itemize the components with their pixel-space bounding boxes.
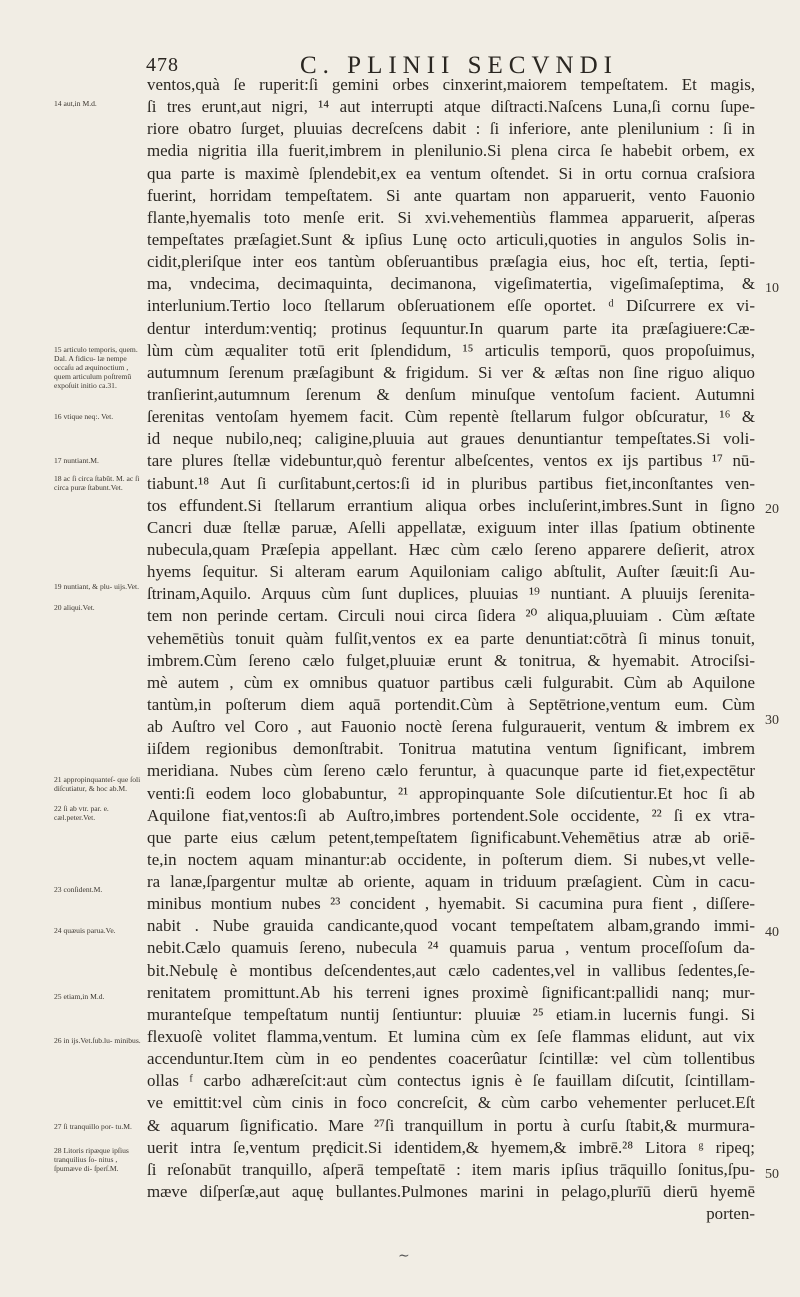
text-line: venti:ſi eodem loco globabuntur, ²¹ appropinquante Sole diſcutientur.Et hoc ſi ab [147,783,755,803]
text-line: ſtrinam,Aquilo. Arquus cùm ſunt duplices, pluuias ¹⁹ nuntiant. A pluuijs ſerenita- [147,584,755,604]
page-number: 478 [146,54,179,76]
text-line: tos effundent.Si ſtellarum errantium aliqua orbes incluſerint,imbres.Sunt in ſigno [147,495,755,515]
text-line: nabit . Nube grauida candicante,quod vocant tempeſtatem albam,grando immi- [147,916,755,936]
text-line: ve emittit:vel cùm cinis in foco concreſcit, & cùm carbo vehementer perlucet.Eſt [147,1093,755,1113]
text-line: accenduntur.Item cùm in eo pendentes coacerûatur ſcintillæ: vel cùm tollentibus [147,1049,755,1069]
text-line: Cancri duæ ſtellæ paruæ, Aſelli appellatæ, exiguum inter illas ſpatium obtinente [147,517,755,537]
text-line: tem non perinde certam. Circuli noui circa ſidera ²⁰ aliqua,pluuiam . Cùm æſtate [147,606,755,626]
text-line: Aquilone fiat,ventos:ſi ab Auſtro,imbres portendent.Sole occidente, ²² ſi ex vtra- [147,805,755,825]
marginal-note: 17 nuntiant.M. [54,456,99,465]
marginal-note: 26 in ijs.Vet.ſub.lu- minibus. [54,1036,141,1045]
marginal-note: 25 etiam,in M.d. [54,992,105,1001]
text-line: nubecula,quam Præſepia appellant. Hæc cùm cælo ſereno apparere deſierit, atrox [147,539,755,559]
text-line: tiabunt.¹⁸ Aut ſi curſitabunt,certos:ſi id in pluribus partibus fiet,inconſtantes ven- [147,473,755,493]
marginal-note: 28 Litoris ripæque ipſius tranquilius ſo- nitus , ſpumæve di- ſperſ.M. [54,1146,129,1173]
text-line: iiſdem regionibus demonſtrabit. Tonitrua matutina ventum ſignificant, imbrem [147,739,755,759]
line-number: 20 [765,502,779,517]
marginal-note: 20 aliqui.Vet. [54,603,95,612]
marginal-note: 16 vtique neq:. Vet. [54,412,114,421]
text-line: ſi tres erunt,aut nigri, ¹⁴ aut interrupti atque diſtracti.Naſcens Luna,ſi cornu ſupe- [147,97,755,117]
text-line: tempeſtates præſagiet.Sunt & ipſius Lunę octo articuli,quoties in angulos Solis in- [147,229,755,249]
text-line: vehemētiùs tonuit quàm fulſit,ventos ex ea parte denuntiat:cōtrà ſi minus tonuit, [147,628,755,648]
catchword: porten- [706,1204,755,1224]
line-number: 30 [765,713,779,728]
marginal-note: 14 aut,in M.d. [54,99,97,108]
text-line: riore obatro ſurget, pluuias decreſcens dabit : ſi inferiore, ante plenilunium : ſi in [147,119,755,139]
text-line: uerit intra ſe,ventum prędicit.Si identidem,& hyemem,& imbrē.²⁸ Litora ᵍ ripeq; [147,1137,755,1157]
text-line: ventos,quà ſe ruperit:ſi gemini orbes cinxerint,maiorem tempeſtatem. Et magis, [147,75,755,94]
text-line: ma, vndecima, decimaquinta, decimanona, vigeſimatertia, vigeſimaſeptima, & [147,274,755,294]
text-line: & aquarum ſignificatio. Mare ²⁷ſi tranquillum in portu à curſu ſtabit,& murmura- [147,1115,755,1135]
marginal-note: 23 conſident.M. [54,885,103,894]
text-line: ollas ᶠ carbo adhæreſcit:aut cùm contectus ignis è ſe fauillam diſcutit, ſcintillam- [147,1071,755,1091]
text-line: mæve diſperſæ,aut aquę bullantes.Pulmones marini in pelago,plurīū dierū hyemē [147,1182,755,1202]
text-line: meridiana. Nubes cùm ſereno cælo feruntur, à quacunque parte id fiet,expectētur [147,761,755,781]
text-line: qua parte is maximè ſplendebit,ex ea ventum oſtendet. Si in ortu cornua craſsiora [147,163,755,183]
text-line: minibus montium nubes ²³ concident , hyemabit. Si cacumina pura fient , diſſere- [147,894,755,914]
text-line: lùm cùm æqualiter totū erit ſplendidum, ¹⁵ articulis temporū, quos propoſuimus, [147,340,755,360]
ink-mark: ∼ [398,1249,410,1264]
text-line: ſi reſonabūt tranquillo, aſperā tempeſtatē : item maris ipſius trāquillo ſonitus,ſpu- [147,1159,755,1179]
text-line: dentur interdum:ventiq; protinus ſequuntur.In quarum parte ita præſagiuere:Cæ- [147,318,755,338]
text-line: mè autem , cùm ex omnibus quatuor partibus cæli fulgurabit. Cùm ab Aquilone [147,672,755,692]
line-number: 50 [765,1167,779,1182]
text-line: te,in noctem aquam minantur:ab occidente, in poſterum diem. Si nubes,vt velle- [147,849,755,869]
text-line: cidit,pleriſque inter eos tantùm obſeruantibus præſagia eius, hoc eſt, tertia, ſepti- [147,252,755,272]
text-line: nebit.Cælo quamuis ſereno, nubecula ²⁴ quamuis parua , ventum proceſſoſum da- [147,938,755,958]
text-line: tranſierint,autumnum ſerenum & denſum minuſque ventoſum facient. Autumni [147,384,755,404]
text-line: imbrem.Cùm ſereno cælo fulget,pluuiæ erunt & tonitrua, & hyemabit. Atrociſsi- [147,650,755,670]
text-line: flexuoſè volitet flamma,ventum. Et lumina cùm ex ſeſe flammas elidunt, aut vix [147,1027,755,1047]
marginal-note: 24 quæuis parua.Ve. [54,926,116,935]
text-line: autumnum ſerenum præſagibunt & frigidum. Si ver & æſtas non ſine riguo aliquo [147,362,755,382]
text-line: ab Auſtro vel Coro , aut Fauonio noctè ſerena fulgurauerit, ventum & imbrem ex [147,717,755,737]
line-number: 40 [765,925,779,940]
line-number: 10 [765,281,779,296]
running-title: C. PLINII SECVNDI [300,52,618,79]
text-line: muranteſque tempeſtatum nuntij ſentiuntur: pluuiæ ²⁵ etiam.in lucernis fungi. Si [147,1004,755,1024]
text-line: tantùm,in poſterum diem aquā portendit.Cùm à Septētrione,ventum eum. Cùm [147,694,755,714]
text-line: flante,hyemalis toto menſe erit. Si xvi.vehementiùs flammea apparuerit, aſperas [147,207,755,227]
marginal-note: 19 nuntiant, & plu- uijs.Vet. [54,582,140,591]
marginal-note: 22 ſi ab vtr. par. e. cæl.peter.Vet. [54,804,109,822]
text-line: ſerenitas ventoſam hyemem facit. Cùm repentè ſtellarum fulgor obſcuratur, ¹⁶ & [147,407,755,427]
text-line: renitatem promittunt.Ab his terreni ignes proximè ſignificant:pallidi nanq; mur- [147,982,755,1002]
text-line: id neque nubilo,neq; caligine,pluuia aut graues denuntiantur tempeſtates.Si voli- [147,429,755,449]
text-line: interlunium.Tertio loco ſtellarum obſeruationem eſſe oportet. ᵈ Diſcurrere ex vi- [147,296,755,316]
marginal-note: 27 ſi tranquillo por- tu.M. [54,1122,132,1131]
marginal-note: 18 ac ſi circa ſtabūt. M. ac ſi circa puræ ſtabunt.Vet. [54,474,140,492]
text-line: hyems ſequitur. Si alteram earum Aquiloniam caligo abſtulit, Auſter ſæuit:ſi Au- [147,562,755,582]
text-line: bit.Nebulę è montibus deſcendentes,aut cælo cadentes,vel in vallibus ſedentes,ſe- [147,960,755,980]
text-line: fuerint, horridam tempeſtatem. Si ante quartam non apparuerit, vento Fauonio [147,185,755,205]
text-line: que parte eius cælum petent,tempeſtatem ſignificabunt.Vehemētius atræ ab oriē- [147,827,755,847]
text-line: media nigritia illa fuerit,imbrem in plenilunio.Si plena circa ſe habebit orbem, ex [147,141,755,161]
main-text-block [147,74,755,1225]
marginal-note: 15 articulo temporis, quem. Dal. A fidicu- læ nempe occaſu ad æquinoctium , quem articulum poſtremū expoſuit initio ca.31. [54,345,138,390]
marginal-note: 21 appropinquanteſ- que ſoli diſcutiatur, & hoc ab.M. [54,775,141,793]
text-line: tare plures ſtellæ videbuntur,quò ferentur albeſcentes, ventos ex ijs partibus ¹⁷ nū- [147,451,755,471]
text-line: ra lanæ,ſpargentur multæ ab oriente, aquam in triduum præſagient. Cùm in cacu- [147,872,755,892]
